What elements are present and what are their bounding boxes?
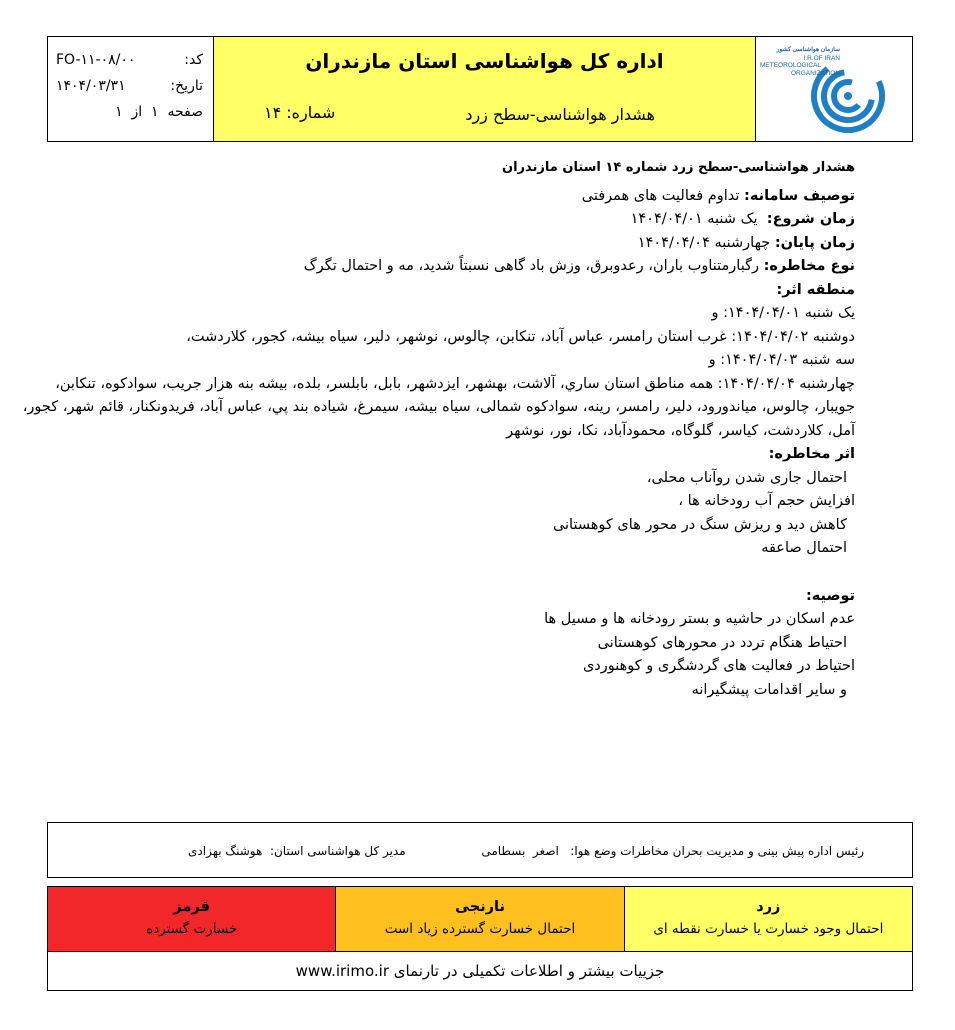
legend-yellow-title: زرد [756,899,781,915]
legend-cells [48,887,912,952]
effects-label-line [50,443,855,467]
warning-heading: هشدار هواشناسی-سطح زرد شماره ۱۴ استان مازندران [501,160,855,175]
code-value: FO-۱۱-۰۸/۰۰ [56,52,136,68]
logo-cell [756,37,912,141]
effect-item: کاهش دید و ریزش سنگ در محور های کوهستانی [552,516,847,533]
page-number: صفحه ۱ از ۱ [115,104,203,120]
start-line [50,208,855,232]
effect-item: احتمال صاعقه [761,540,847,556]
office-title: اداره کل هواشناسی استان مازندران [305,49,664,73]
end-line [50,232,855,256]
date-value: ۱۴۰۴/۰۳/۳۱ [56,78,126,94]
director-signature: مدیر کل هواشناسی استان: هوشنگ بهزادی [188,844,406,858]
logo-text-en3: ORGANIZATION [791,69,840,77]
code-label: کد: [184,52,203,68]
date-label: تاریخ: [170,78,203,94]
system-label: توصیف سامانه: [744,187,855,204]
advice-label: توصیه: [805,587,855,604]
area-line: دوشنبه ۱۴۰۴/۰۴/۰۲: غرب استان رامسر، عباس آباد، تنکابن، چالوس، نوشهر، دلیر، سیاه بیشه، کجور، کلاردشت، [186,328,855,345]
advice-item: احتیاط هنگام تردد در محورهای کوهستانی [597,634,847,651]
forecast-head-signature: رئیس اداره پیش بینی و مدیریت بحران مخاطرات وضع هوا: اصغر بسطامی [481,844,864,858]
end-label: زمان پایان: [774,234,855,251]
area-line: جویبار، چالوس، میاندورود، دلیر، رامسر، رینه، سوادکوه شمالی، سیاه بیشه، سیمرغ، شیاده بند پي، عباس آباد، فریدونکنار، قائم شهر، کجور، [22,399,855,415]
advice-item: احتیاط در فعالیت های گردشگری و کوهنوردی [582,658,855,674]
logo-text-fa: سازمان هواشناسی کشور [776,47,840,53]
effects-label: اثر مخاطره: [768,446,855,462]
warning-level-subtitle: هشدار هواشناسی-سطح زرد [465,105,655,124]
area-line: آمل، کلاردشت، کیاسر، گلوگاه، محمودآباد، نکا، نور، نوشهر [506,422,855,439]
effect-item: افزایش حجم آب رودخانه ها ، [678,493,855,509]
legend-orange [335,887,623,951]
warning-level-legend [47,886,913,991]
hazard-value: رگبارمتناوب باران، رعدوبرق، وزش باد گاهی نسبتاً شدید، مه و احتمال تگرگ [303,258,764,274]
legend-red [48,887,335,951]
header-meta [48,37,214,141]
start-value: یک شنبه ۱۴۰۴/۰۴/۰۱ [630,211,767,227]
page-row [56,99,203,125]
date-row [56,73,203,99]
logo-text [760,47,840,77]
legend-red-desc: خسارت گسترده [146,921,238,937]
legend-orange-desc: احتمال خسارت گسترده زیاد است [384,921,576,937]
code-row [56,47,203,73]
warning-body [22,148,855,702]
legend-orange-title: نارنجی [455,899,505,915]
logo-text-en2: METEOROLOGICAL [760,62,822,69]
advice-item: و سایر اقدامات پیشگیرانه [691,681,847,698]
effect-item: احتمال جاری شدن روآناب محلی، [646,469,847,486]
hazard-line [50,255,855,279]
advice-item: عدم اسکان در حاشیه و بستر رودخانه ها و مسیل ها [544,611,855,627]
area-line: سه شنبه ۱۴۰۴/۰۴/۰۳: و [708,352,855,368]
start-label: زمان شروع: [766,211,855,227]
logo-text-en1: I.R.OF IRAN [803,54,840,62]
end-value: چهارشنبه ۱۴۰۴/۰۴/۰۴ [637,234,775,251]
advice-label-line [50,585,855,609]
legend-yellow [624,887,912,951]
area-label: منطقه اثر: [776,281,855,298]
signature-box [47,822,913,878]
system-value: تداوم فعالیت های همرفتی [581,187,745,204]
legend-yellow-desc: احتمال وجود خسارت یا خسارت نقطه ای [653,921,884,937]
area-line: یک شنبه ۱۴۰۴/۰۴/۰۱: و [711,305,855,321]
warning-number: شماره: ۱۴ [264,103,336,122]
hazard-label: نوع مخاطره: [763,258,855,274]
area-line: چهارشنبه ۱۴۰۴/۰۴/۰۴: همه مناطق استان ساري، آلاشت، بهشهر، ایزدشهر، بابل، بابلسر، بلده، بیشه بنه هزار جریب، سوادکوه، تنکابن، [55,375,855,392]
legend-red-title: قرمز [173,899,210,915]
header-table [47,36,913,142]
area-label-line [50,279,855,303]
more-info-link-text: جزییات بیشتر و اطلاعات تکمیلی در تارنمای www.irimo.ir [295,962,665,980]
system-line [50,185,855,209]
header-title-cell [214,37,756,141]
